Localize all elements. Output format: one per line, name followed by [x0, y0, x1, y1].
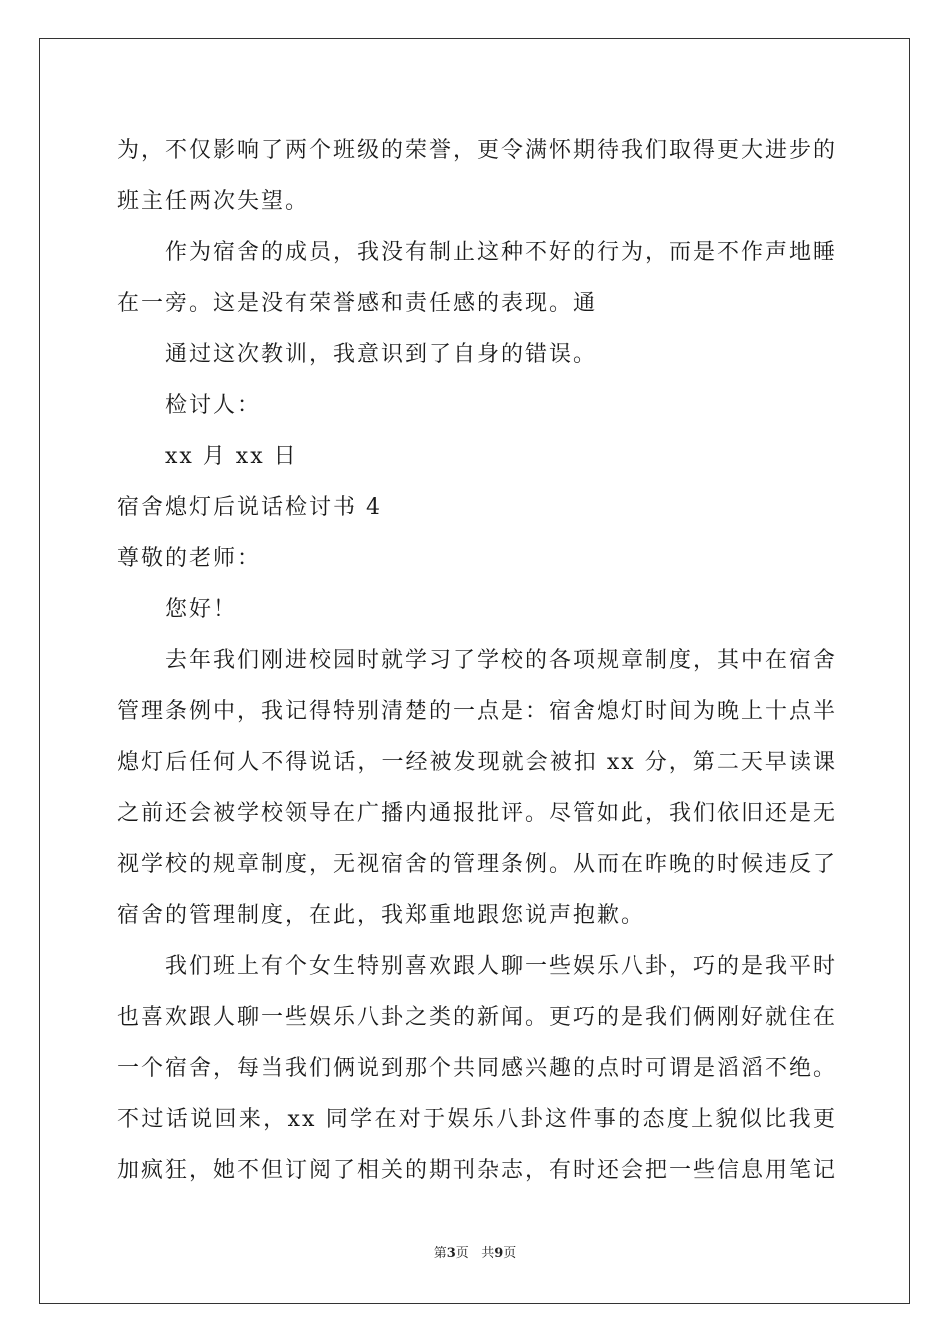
paragraph-start: 通过这次教训，我意识到了自身的错误。	[165, 342, 598, 367]
text-line: 管理条例中，我记得特别清楚的一点是：宿舍熄灯时间为晚上十点半	[117, 699, 838, 724]
paragraph-start: 去年我们刚进校园时就学习了学校的各项规章制度，其中在宿舍	[165, 648, 838, 673]
paragraph-start: 作为宿舍的成员，我没有制止这种不好的行为，而是不作声地睡	[165, 240, 838, 265]
salutation: 尊敬的老师：	[117, 546, 262, 571]
text-line: 宿舍的管理制度，在此，我郑重地跟您说声抱歉。	[117, 903, 646, 928]
text-line: 也喜欢跟人聊一些娱乐八卦之类的新闻。更巧的是我们俩刚好就住在	[117, 1005, 838, 1030]
page-number: 3	[446, 1246, 456, 1261]
page-suffix: 页	[455, 1246, 469, 1261]
text-line: 为，不仅影响了两个班级的荣誉，更令满怀期待我们取得更大进步的	[117, 138, 838, 163]
signature-label: 检讨人：	[165, 393, 262, 418]
date-line: xx 月 xx 日	[165, 444, 298, 469]
section-title: 宿舍熄灯后说话检讨书 4	[117, 495, 382, 520]
document-body	[117, 125, 837, 1196]
text-line: 加疯狂，她不但订阅了相关的期刊杂志，有时还会把一些信息用笔记	[117, 1158, 838, 1183]
text-line: 班主任两次失望。	[117, 189, 310, 214]
total-pages: 9	[494, 1246, 504, 1261]
text-line: 不过话说回来，xx 同学在对于娱乐八卦这件事的态度上貌似比我更	[117, 1107, 837, 1132]
text-line: 一个宿舍，每当我们俩说到那个共同感兴趣的点时可谓是滔滔不绝。	[117, 1056, 838, 1081]
page-footer	[0, 1246, 950, 1262]
text-line: 视学校的规章制度，无视宿舍的管理条例。从而在昨晚的时候违反了	[117, 852, 838, 877]
paragraph-start: 我们班上有个女生特别喜欢跟人聊一些娱乐八卦，巧的是我平时	[165, 954, 838, 979]
page-prefix: 第	[433, 1246, 447, 1261]
text-line: 之前还会被学校领导在广播内通报批评。尽管如此，我们依旧还是无	[117, 801, 838, 826]
greeting: 您好！	[165, 597, 238, 622]
total-suffix: 页	[503, 1246, 517, 1261]
text-line: 熄灯后任何人不得说话，一经被发现就会被扣 xx 分，第二天早读课	[117, 750, 837, 775]
text-line: 在一旁。这是没有荣誉感和责任感的表现。通	[117, 291, 598, 316]
total-prefix: 共	[481, 1246, 495, 1261]
